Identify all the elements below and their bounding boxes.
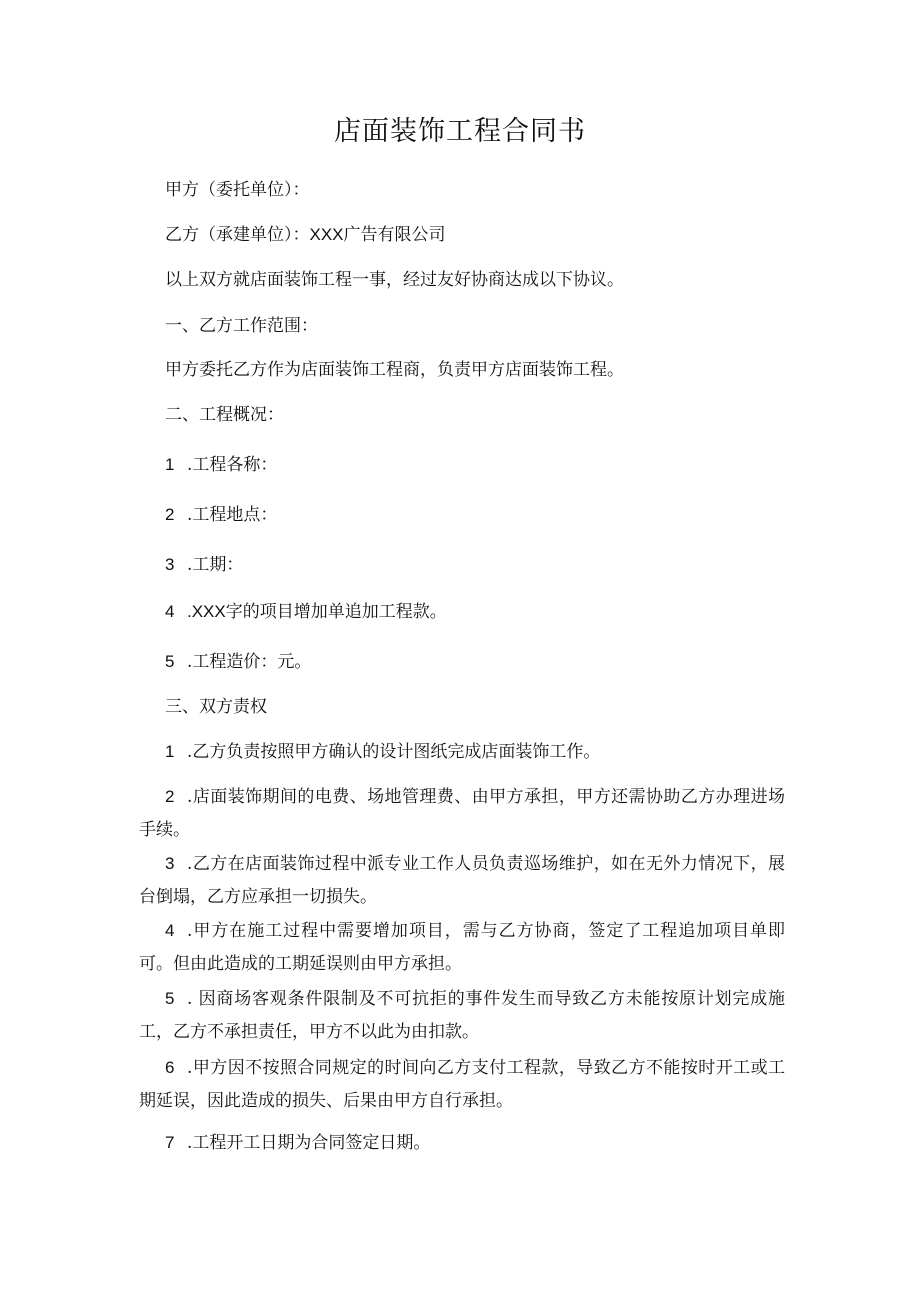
section2-item (165, 503, 277, 527)
item-number: 5 (165, 652, 175, 671)
item-number: 3 (165, 555, 175, 574)
item-number: 2 (165, 505, 175, 524)
item-text: .乙方在店面装饰过程中派专业工作人员负责巡场维护，如在无外力情况下，展台倒塌，乙方应承担一切损失。 (139, 854, 785, 907)
item-text: .工程造价：元。 (187, 652, 312, 672)
party-a-line: 甲方（委托单位）： (165, 180, 310, 200)
section3-item (165, 740, 600, 764)
section3-item (139, 1051, 785, 1118)
item-text: 字的项目增加单追加工程款。 (225, 602, 447, 622)
item-number: 1 (165, 455, 175, 474)
section1-body: 甲方委托乙方作为店面装饰工程商，负责甲方店面装饰工程。 (165, 360, 624, 380)
item-text-latin: .XXX (187, 602, 226, 621)
section3-item (139, 847, 785, 914)
party-b-label: 乙方（承建单位）： (165, 225, 310, 245)
item-text: .工程开工日期为合同签定日期。 (187, 1133, 431, 1153)
item-text: . 因商场客观条件限制及不可抗拒的事件发生而导致乙方未能按原计划完成施工，乙方不承担责任，甲方不以此为由扣款。 (139, 989, 785, 1042)
item-text: .甲方在施工过程中需要增加项目，需与乙方协商，签定了工程追加项目单即可。但由此造成的工期延误则由甲方承担。 (139, 921, 785, 974)
item-text: .甲方因不按照合同规定的时间向乙方支付工程款，导致乙方不能按时开工或工期延误，因此造成的损失、后果由甲方自行承担。 (139, 1058, 785, 1111)
document-title: 店面装饰工程合同书 (334, 116, 586, 147)
section1-heading: 一、乙方工作范围： (165, 316, 318, 336)
section2-item (165, 650, 311, 674)
section3-item (139, 780, 785, 847)
item-number: 7 (165, 1133, 175, 1152)
item-text: .工程地点： (187, 505, 278, 525)
intro-line: 以上双方就店面装饰工程一事，经过友好协商达成以下协议。 (165, 270, 624, 290)
item-number: 5 (165, 989, 175, 1008)
section2-heading: 二、工程概况： (165, 405, 284, 425)
section3-item (165, 1131, 430, 1155)
section2-item (165, 453, 277, 477)
item-text: .工期： (187, 555, 244, 575)
item-number: 2 (165, 787, 175, 806)
item-number: 1 (165, 742, 175, 761)
item-text: .店面装饰期间的电费、场地管理费、由甲方承担，甲方还需协助乙方办理进场手续。 (139, 787, 785, 840)
item-text: .工程各称： (187, 455, 278, 475)
item-number: 6 (165, 1058, 175, 1077)
party-b-line (165, 223, 446, 247)
item-number: 4 (165, 602, 175, 621)
section3-item (139, 982, 785, 1049)
item-text: .乙方负责按照甲方确认的设计图纸完成店面装饰工作。 (187, 742, 601, 762)
party-b-name-latin: XXX (309, 225, 344, 244)
section3-item (139, 914, 785, 981)
party-b-name: 广告有限公司 (343, 225, 446, 245)
item-number: 4 (165, 921, 175, 940)
section2-item (165, 553, 243, 577)
section2-item (165, 600, 447, 624)
item-number: 3 (165, 854, 175, 873)
section3-heading: 三、双方责权 (165, 697, 267, 717)
